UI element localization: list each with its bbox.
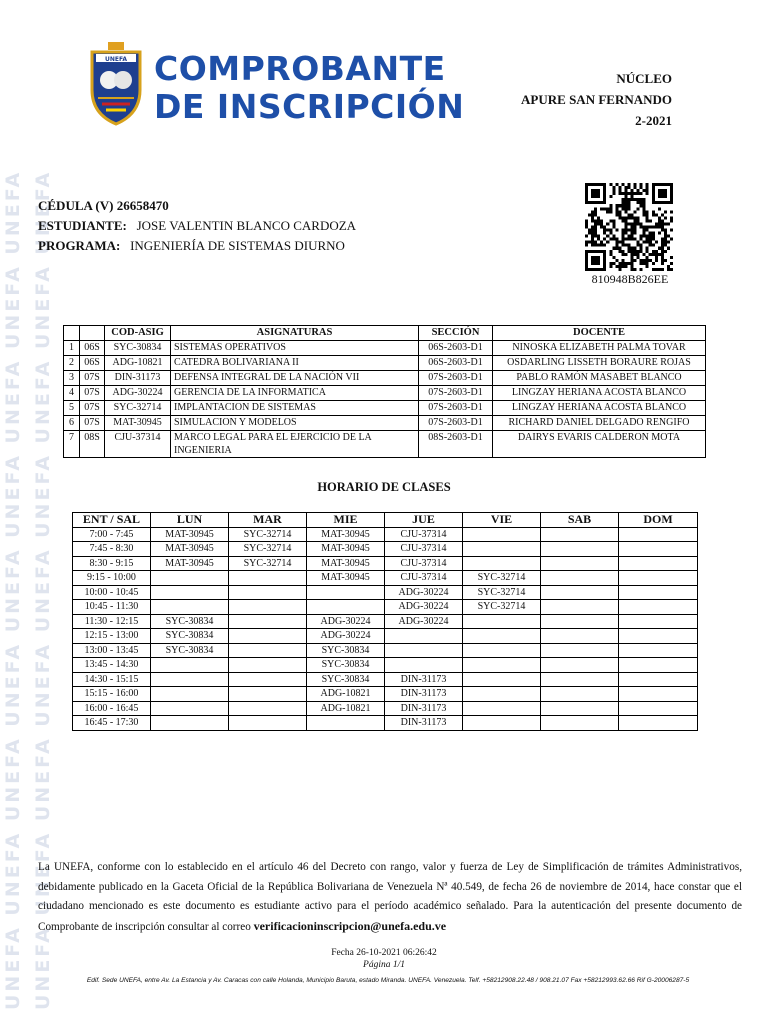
schedule-cell (229, 629, 307, 644)
schedule-cell: ADG-30224 (307, 629, 385, 644)
student-info (38, 196, 356, 256)
schedule-cell (151, 585, 229, 600)
schedule-cell: SYC-30834 (307, 658, 385, 673)
subject-cell: GERENCIA DE LA INFORMATICA (171, 386, 419, 401)
schedule-cell (307, 716, 385, 731)
schedule-cell: 16:45 - 17:30 (73, 716, 151, 731)
subjects-header-cell: SECCIÓN (419, 326, 493, 341)
subject-cell: 07S-2603-D1 (419, 401, 493, 416)
schedule-cell (229, 614, 307, 629)
schedule-cell (229, 672, 307, 687)
nucleo-name: APURE SAN FERNANDO (521, 92, 672, 107)
student-name: JOSE VALENTIN BLANCO CARDOZA (136, 218, 357, 233)
watermark-text: UNEFA UNEFA UNEFA UNEFA UNEFA UNEFA UNEFA UNEFA UNEFA (2, 169, 24, 1010)
table-row (73, 658, 698, 673)
schedule-cell (541, 701, 619, 716)
schedule-cell (541, 687, 619, 702)
table-row (73, 542, 698, 557)
schedule-cell: SYC-32714 (229, 527, 307, 542)
schedule-cell (307, 600, 385, 615)
program-label: PROGRAMA: (38, 238, 121, 253)
subject-cell: DEFENSA INTEGRAL DE LA NACIÓN VII (171, 371, 419, 386)
schedule-cell: 10:45 - 11:30 (73, 600, 151, 615)
schedule-cell (463, 614, 541, 629)
subjects-header-row (64, 326, 706, 341)
unefa-logo (88, 42, 144, 126)
schedule-header-cell: ENT / SAL (73, 513, 151, 528)
table-row (64, 401, 706, 416)
schedule-cell: MAT-30945 (307, 542, 385, 557)
schedule-cell (229, 701, 307, 716)
schedule-cell (541, 600, 619, 615)
issue-date: Fecha 26-10-2021 06:26:42 (331, 948, 437, 958)
subjects-header-cell (64, 326, 80, 341)
student-label: ESTUDIANTE: (38, 218, 127, 233)
schedule-cell: 16:00 - 16:45 (73, 701, 151, 716)
watermark-text: UNEFA UNEFA UNEFA UNEFA UNEFA UNEFA UNEFA UNEFA UNEFA (32, 169, 54, 1010)
subjects-header-cell (80, 326, 105, 341)
schedule-cell (541, 585, 619, 600)
schedule-header-cell: MIE (307, 513, 385, 528)
subject-cell: CJU-37314 (105, 431, 171, 458)
schedule-cell: 9:15 - 10:00 (73, 571, 151, 586)
subject-cell: 06S (80, 356, 105, 371)
schedule-cell (619, 629, 698, 644)
subjects-header-cell: DOCENTE (493, 326, 706, 341)
subject-cell: SISTEMAS OPERATIVOS (171, 341, 419, 356)
schedule-cell (307, 585, 385, 600)
table-row (73, 643, 698, 658)
subject-cell: MARCO LEGAL PARA EL EJERCICIO DE LA INGENIERIA (171, 431, 419, 458)
schedule-cell: ADG-10821 (307, 701, 385, 716)
schedule-cell: CJU-37314 (385, 542, 463, 557)
cedula: CÉDULA (V) 26658470 (38, 198, 169, 213)
schedule-cell (619, 571, 698, 586)
schedule-cell: SYC-32714 (229, 556, 307, 571)
schedule-cell: DIN-31173 (385, 672, 463, 687)
subject-cell: 07S (80, 386, 105, 401)
schedule-cell (463, 556, 541, 571)
table-row (73, 701, 698, 716)
schedule-cell (385, 629, 463, 644)
table-row (73, 600, 698, 615)
subject-cell: IMPLANTACION DE SISTEMAS (171, 401, 419, 416)
schedule-cell: ADG-30224 (307, 614, 385, 629)
subject-cell: SYC-30834 (105, 341, 171, 356)
subject-cell: DIN-31173 (105, 371, 171, 386)
schedule-cell (463, 629, 541, 644)
schedule-cell: 7:00 - 7:45 (73, 527, 151, 542)
schedule-cell (541, 672, 619, 687)
schedule-cell: DIN-31173 (385, 716, 463, 731)
table-row (73, 556, 698, 571)
schedule-cell (229, 658, 307, 673)
subject-cell: 06S (80, 341, 105, 356)
subject-cell: 06S-2603-D1 (419, 356, 493, 371)
schedule-cell: MAT-30945 (151, 527, 229, 542)
schedule-header-cell: JUE (385, 513, 463, 528)
schedule-cell: SYC-32714 (229, 542, 307, 557)
schedule-cell (151, 600, 229, 615)
schedule-cell (463, 672, 541, 687)
table-row (73, 716, 698, 731)
table-row (73, 571, 698, 586)
schedule-cell (541, 643, 619, 658)
schedule-cell: MAT-30945 (151, 556, 229, 571)
schedule-cell: CJU-37314 (385, 527, 463, 542)
table-row (64, 356, 706, 371)
subject-cell: ADG-30224 (105, 386, 171, 401)
schedule-cell (385, 658, 463, 673)
schedule-cell (619, 643, 698, 658)
schedule-cell (619, 658, 698, 673)
schedule-cell (619, 527, 698, 542)
subject-cell: SIMULACION Y MODELOS (171, 416, 419, 431)
legal-statement (38, 858, 742, 937)
subject-cell: 3 (64, 371, 80, 386)
schedule-cell: MAT-30945 (307, 556, 385, 571)
schedule-title: HORARIO DE CLASES (317, 480, 451, 494)
academic-period: 2-2021 (635, 113, 672, 128)
subject-cell: NINOSKA ELIZABETH PALMA TOVAR (493, 341, 706, 356)
subject-cell: 08S-2603-D1 (419, 431, 493, 458)
schedule-cell (541, 527, 619, 542)
table-row (73, 585, 698, 600)
table-row (64, 416, 706, 431)
subject-cell: 07S (80, 371, 105, 386)
subject-cell: ADG-10821 (105, 356, 171, 371)
subject-cell: 2 (64, 356, 80, 371)
schedule-cell (385, 643, 463, 658)
subject-cell: 6 (64, 416, 80, 431)
subject-cell: 5 (64, 401, 80, 416)
subject-cell: 4 (64, 386, 80, 401)
verification-code: 810948B826EE (591, 272, 669, 286)
schedule-body (73, 527, 698, 730)
schedule-header-cell: LUN (151, 513, 229, 528)
qr-code-icon (585, 183, 673, 271)
subject-cell: 07S-2603-D1 (419, 386, 493, 401)
schedule-header-cell: DOM (619, 513, 698, 528)
schedule-cell (541, 571, 619, 586)
subject-cell: CATEDRA BOLIVARIANA II (171, 356, 419, 371)
schedule-cell (229, 716, 307, 731)
subject-cell: 7 (64, 431, 80, 458)
schedule-cell (463, 716, 541, 731)
subjects-header-cell: COD-ASIG (105, 326, 171, 341)
verification-email-link[interactable]: verificacioninscripcion@unefa.edu.ve (253, 918, 447, 933)
schedule-cell (619, 585, 698, 600)
subject-cell: 07S (80, 401, 105, 416)
schedule-cell (151, 687, 229, 702)
schedule-cell (619, 701, 698, 716)
subject-cell: PABLO RAMÓN MASABET BLANCO (493, 371, 706, 386)
schedule-cell: 12:15 - 13:00 (73, 629, 151, 644)
subject-cell: LINGZAY HERIANA ACOSTA BLANCO (493, 386, 706, 401)
schedule-cell (619, 716, 698, 731)
schedule-cell: SYC-30834 (151, 614, 229, 629)
nucleo-block (521, 68, 672, 131)
schedule-cell: 14:30 - 15:15 (73, 672, 151, 687)
table-row (73, 672, 698, 687)
footer-address: Edif. Sede UNEFA, entre Av. La Estancia y Av. Caracas con calle Holanda, Municipio Baruta, estado Miranda. UNEFA. Venezuela. Telf. +58212908.22.48 / 908.21.07 Fax +58212993.62.66 Rif G-20006287-5 (86, 977, 690, 984)
schedule-cell: CJU-37314 (385, 556, 463, 571)
page-number: Página 1/1 (363, 960, 405, 970)
table-row (64, 341, 706, 356)
schedule-table (72, 512, 698, 731)
table-row (64, 431, 706, 458)
schedule-cell (151, 701, 229, 716)
schedule-cell (463, 701, 541, 716)
schedule-cell: ADG-10821 (307, 687, 385, 702)
document-title (154, 50, 464, 126)
schedule-cell (541, 658, 619, 673)
subject-cell: 1 (64, 341, 80, 356)
schedule-cell: CJU-37314 (385, 571, 463, 586)
subject-cell: 07S-2603-D1 (419, 416, 493, 431)
schedule-cell (541, 542, 619, 557)
title-line-2: DE INSCRIPCIÓN (154, 87, 465, 126)
schedule-cell (229, 687, 307, 702)
subjects-body (64, 341, 706, 458)
schedule-cell (619, 556, 698, 571)
program-name: INGENIERÍA DE SISTEMAS DIURNO (130, 238, 345, 253)
subject-cell: 07S-2603-D1 (419, 371, 493, 386)
subject-cell: 07S (80, 416, 105, 431)
schedule-cell (619, 672, 698, 687)
schedule-cell (229, 585, 307, 600)
schedule-cell: SYC-32714 (463, 571, 541, 586)
schedule-cell: DIN-31173 (385, 701, 463, 716)
title-line-1: COMPROBANTE (154, 49, 446, 88)
schedule-cell (229, 643, 307, 658)
subject-cell: RICHARD DANIEL DELGADO RENGIFO (493, 416, 706, 431)
schedule-cell (463, 643, 541, 658)
nucleo-label: NÚCLEO (616, 71, 672, 86)
schedule-cell: 13:00 - 13:45 (73, 643, 151, 658)
schedule-cell: 7:45 - 8:30 (73, 542, 151, 557)
schedule-cell: MAT-30945 (151, 542, 229, 557)
subject-cell: SYC-32714 (105, 401, 171, 416)
schedule-cell (463, 527, 541, 542)
schedule-cell: ADG-30224 (385, 600, 463, 615)
table-row (64, 386, 706, 401)
schedule-header-cell: SAB (541, 513, 619, 528)
schedule-header-cell: VIE (463, 513, 541, 528)
schedule-cell: 15:15 - 16:00 (73, 687, 151, 702)
schedule-cell (463, 658, 541, 673)
subject-cell: OSDARLING LISSETH BORAURE ROJAS (493, 356, 706, 371)
schedule-cell (541, 629, 619, 644)
schedule-cell: 11:30 - 12:15 (73, 614, 151, 629)
schedule-cell (541, 716, 619, 731)
schedule-cell: SYC-32714 (463, 585, 541, 600)
schedule-cell: SYC-32714 (463, 600, 541, 615)
schedule-cell (151, 571, 229, 586)
subjects-table (63, 325, 706, 458)
schedule-cell (151, 672, 229, 687)
table-row (73, 629, 698, 644)
watermark-strip-left (2, 0, 24, 1024)
schedule-cell (619, 600, 698, 615)
footer-date-block (0, 947, 768, 971)
table-row (73, 614, 698, 629)
schedule-cell: SYC-30834 (151, 629, 229, 644)
subject-cell: MAT-30945 (105, 416, 171, 431)
subject-cell: 06S-2603-D1 (419, 341, 493, 356)
schedule-cell: 10:00 - 10:45 (73, 585, 151, 600)
table-row (64, 371, 706, 386)
schedule-cell (229, 571, 307, 586)
schedule-cell: ADG-30224 (385, 585, 463, 600)
table-row (73, 527, 698, 542)
schedule-cell (541, 614, 619, 629)
schedule-cell: ADG-30224 (385, 614, 463, 629)
schedule-cell: 8:30 - 9:15 (73, 556, 151, 571)
schedule-cell: SYC-30834 (307, 672, 385, 687)
schedule-cell (151, 658, 229, 673)
schedule-cell (619, 542, 698, 557)
schedule-cell: MAT-30945 (307, 571, 385, 586)
schedule-cell (463, 542, 541, 557)
schedule-header-row (73, 513, 698, 528)
schedule-cell (541, 556, 619, 571)
schedule-cell (619, 614, 698, 629)
table-row (73, 687, 698, 702)
subjects-header-cell: ASIGNATURAS (171, 326, 419, 341)
schedule-header-cell: MAR (229, 513, 307, 528)
schedule-cell: 13:45 - 14:30 (73, 658, 151, 673)
legal-text: La UNEFA, conforme con lo establecido en el artículo 46 del Decreto con rango, valor y fuerza de Ley de Simplificación de trámites Administrativos, debidamente publicado en la Gaceta Oficial de la República Bolivariana de Venezuela Nª 40.549, de fecha 26 de noviembre de 2014, hace constar que el ciudadano mencionado es este documento es estudiante activo para el período académico señalado. Para la autenticación del presente documento de Comprobante de inscripción consultar al correo (38, 861, 742, 933)
schedule-cell: SYC-30834 (151, 643, 229, 658)
schedule-cell (229, 600, 307, 615)
schedule-cell (151, 716, 229, 731)
schedule-cell (463, 687, 541, 702)
schedule-cell: MAT-30945 (307, 527, 385, 542)
subject-cell: LINGZAY HERIANA ACOSTA BLANCO (493, 401, 706, 416)
schedule-cell: DIN-31173 (385, 687, 463, 702)
subject-cell: 08S (80, 431, 105, 458)
schedule-cell: SYC-30834 (307, 643, 385, 658)
schedule-cell (619, 687, 698, 702)
svg-text:UNEFA: UNEFA (104, 56, 128, 63)
subject-cell: DAIRYS EVARIS CALDERON MOTA (493, 431, 706, 458)
